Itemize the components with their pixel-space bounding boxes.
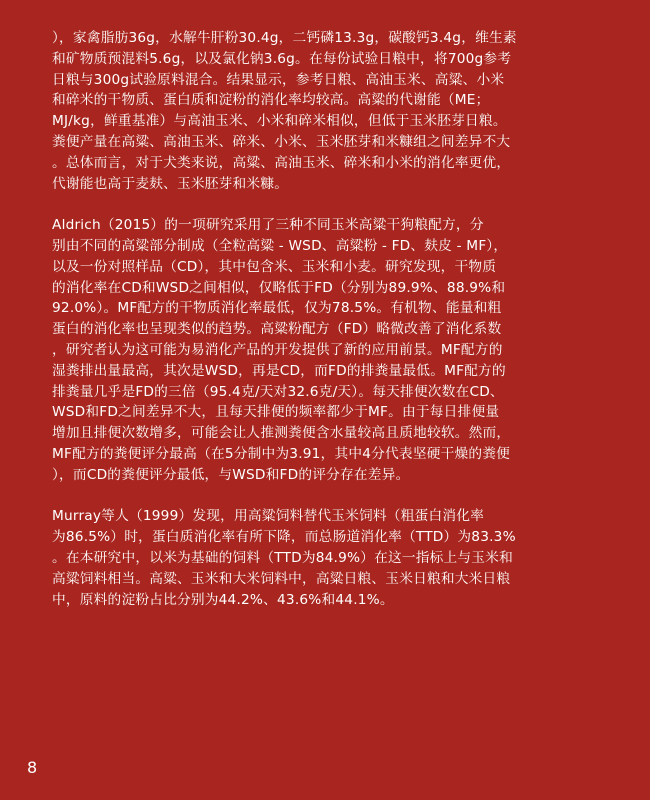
text-line: 92.0%）。MF配方的干物质消化率最低，仅为78.5%。有机物、能量和粗 (52, 300, 502, 317)
paragraph-digestibility-dogs (52, 28, 604, 194)
text-line: Aldrich（2015）的一项研究采用了三种不同玉米高粱干狗粮配方，分 (52, 217, 484, 234)
text-line: 和碎米的干物质、蛋白质和淀粉的消化率均较高。高粱的代谢能（ME； (52, 92, 490, 109)
text-line: 。在本研究中，以米为基础的饲料（TTD为84.9%）在这一指标上与玉米和 (52, 549, 513, 566)
text-line: 日粮与300g试验原料混合。结果显示，参考日粮、高油玉米、高粱、小米 (52, 71, 505, 88)
text-line: 中，原料的淀粉占比分别为44.2%、43.6%和44.1%。 (52, 591, 394, 608)
text-line: 为86.5%）时，蛋白质消化率有所下降，而总肠道消化率（TTD）为83.3% (52, 529, 516, 546)
text-line: 。总体而言，对于犬类来说，高粱、高油玉米、碎米和小米的消化率更优， (52, 154, 511, 171)
text-line: 高粱饲料相当。高粱、玉米和大米饲料中，高粱日粮、玉米日粮和大米日粮 (52, 570, 511, 587)
text-line: MJ/kg，鲜重基准）与高油玉米、小米和碎米相似，但低于玉米胚芽日粮。 (52, 113, 507, 130)
text-line: MF配方的粪便评分最高（在5分制中为3.91，其中4分代表坚硬干燥的粪便 (52, 445, 511, 462)
text-line: 湿粪排出量最高，其次是WSD，再是CD，而FD的排粪量最低。MF配方的 (52, 362, 506, 379)
text-line: WSD和FD之间差异不大，且每天排便的频率都少于MF。由于每日排便量 (52, 404, 500, 421)
text-line: 别由不同的高粱部分制成（全粒高粱 - WSD、高粱粉 - FD、麸皮 - MF）， (52, 237, 508, 254)
paragraph-gap (52, 194, 604, 215)
text-line: ，研究者认为这可能为易消化产品的开发提供了新的应用前景。MF配方的 (52, 341, 503, 358)
page-number: 8 (27, 758, 38, 777)
text-line: 以及一份对照样品（CD），其中包含米、玉米和小麦。研究发现，干物质 (52, 258, 497, 275)
text-line: ），而CD的粪便评分最低，与WSD和FD的评分存在差异。 (52, 466, 410, 483)
text-line: 排粪量几乎是FD的三倍（95.4克/天对32.6克/天）。每天排便次数在CD、 (52, 383, 504, 400)
text-line: 粪便产量在高粱、高油玉米、碎米、小米、玉米胚芽和米糠组之间差异不大 (52, 133, 511, 150)
text-line: 代谢能也高于麦麸、玉米胚芽和米糠。 (52, 175, 289, 192)
text-line: 和矿物质预混料5.6g，以及氯化钠3.6g。在每份试验日粮中，将700g参考 (52, 50, 512, 67)
text-line: 增加且排便次数增多，可能会让人推测粪便含水量较高且质地较软。然而， (52, 425, 511, 442)
text-line: ），家禽脂肪36g，水解牛肝粉30.4g，二钙磷13.3g，碳酸钙3.4g，维生素 (52, 30, 517, 46)
text-line: 的消化率在CD和WSD之间相似，仅略低于FD（分别为89.9%、88.9%和 (52, 279, 506, 296)
paragraph-aldrich-study (52, 215, 604, 485)
text-line: Murray等人（1999）发现，用高粱饲料替代玉米饲料（粗蛋白消化率 (52, 508, 485, 525)
paragraph-gap (52, 486, 604, 507)
paragraph-murray-study (52, 506, 604, 610)
document-body (52, 28, 604, 610)
text-line: 蛋白的消化率也呈现类似的趋势。高粱粉配方（FD）略微改善了消化系数 (52, 321, 502, 338)
